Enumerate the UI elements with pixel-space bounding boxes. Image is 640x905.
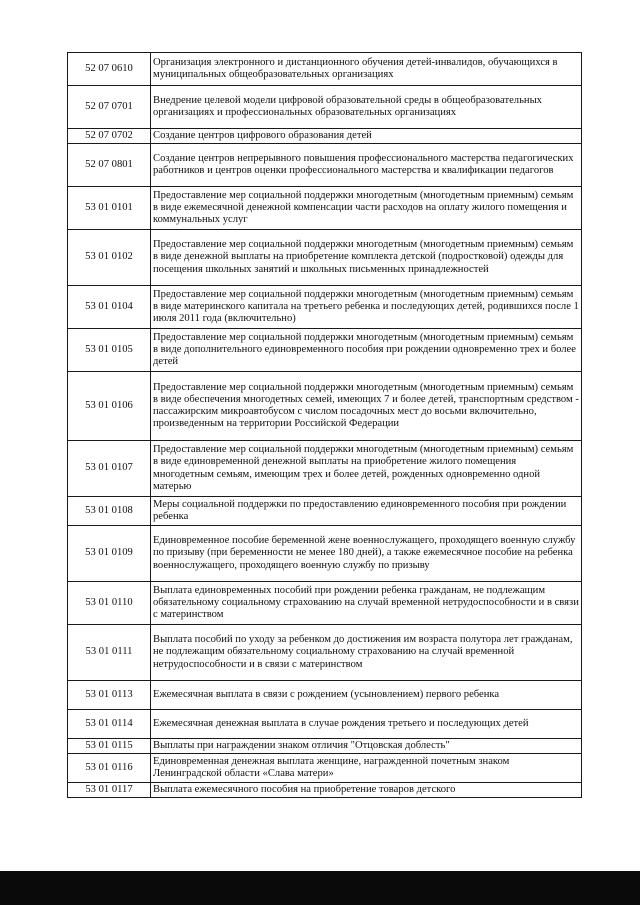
row-description: Ежемесячная денежная выплата в случае рождения третьего и последующих детей [151,710,582,739]
row-code: 53 01 0117 [68,783,151,798]
row-code: 53 01 0105 [68,329,151,372]
row-description: Создание центров непрерывного повышения профессионального мастерства педагогических работников и центров оценки профессионального мастерства и квалификации педагогов [151,144,582,187]
table-row [68,681,582,710]
row-description: Выплата единовременных пособий при рождении ребенка гражданам, не подлежащим обязательному социальному страхованию на случай временной нетрудоспособности и в связи с материнством [151,582,582,625]
table-row [68,372,582,441]
row-code: 53 01 0106 [68,372,151,441]
row-code: 53 01 0109 [68,526,151,582]
table-row [68,497,582,526]
table-row [68,86,582,129]
scan-border-bar [0,871,640,905]
row-code: 53 01 0116 [68,754,151,783]
row-description: Единовременное пособие беременной жене военнослужащего, проходящего военную службу по призыву (при беременности не менее 180 дней), а также ежемесячное пособие на ребенка военнослужащего, проходящего военную службу по призыву [151,526,582,582]
row-code: 52 07 0801 [68,144,151,187]
table-row [68,754,582,783]
table-row [68,230,582,286]
table-row [68,739,582,754]
row-code: 53 01 0114 [68,710,151,739]
table-row [68,286,582,329]
row-description: Организация электронного и дистанционного обучения детей-инвалидов, обучающихся в муниципальных общеобразовательных организациях [151,53,582,86]
row-code: 52 07 0702 [68,129,151,144]
row-code: 52 07 0701 [68,86,151,129]
budget-code-table [67,52,582,798]
row-description: Меры социальной поддержки по предоставлению единовременного пособия при рождении ребенка [151,497,582,526]
table-row [68,625,582,681]
row-description: Выплата пособий по уходу за ребенком до достижения им возраста полутора лет гражданам, не подлежащим обязательному социальному страхованию на случай временной нетрудоспособности и в связи с материнством [151,625,582,681]
row-description: Предоставление мер социальной поддержки многодетным (многодетным приемным) семьям в виде дополнительного единовременного пособия при рождении одновременно трех и более детей [151,329,582,372]
row-code: 52 07 0610 [68,53,151,86]
row-description: Предоставление мер социальной поддержки многодетным (многодетным приемным) семьям в виде ежемесячной денежной компенсации части расходов на оплату жилого помещения и коммунальных услуг [151,187,582,230]
row-description: Предоставление мер социальной поддержки многодетным (многодетным приемным) семьям в виде обеспечения многодетных семей, имеющих 7 и более детей, транспортным средством - пассажирским микроавтобусом с числом посадочных мест до восьми включительно, произведенным на территории Российской Федерации [151,372,582,441]
row-code: 53 01 0110 [68,582,151,625]
table-row [68,582,582,625]
row-description: Внедрение целевой модели цифровой образовательной среды в общеобразовательных организациях и профессиональных образовательных организациях [151,86,582,129]
table-row [68,710,582,739]
table-row [68,187,582,230]
row-description: Создание центров цифрового образования детей [151,129,582,144]
table-row [68,329,582,372]
table-row [68,526,582,582]
row-description: Ежемесячная выплата в связи с рождением (усыновлением) первого ребенка [151,681,582,710]
table-row [68,144,582,187]
row-code: 53 01 0113 [68,681,151,710]
row-code: 53 01 0115 [68,739,151,754]
row-description: Выплата ежемесячного пособия на приобретение товаров детского [151,783,582,798]
table-row [68,129,582,144]
row-code: 53 01 0102 [68,230,151,286]
table-body [68,53,582,798]
table-row [68,53,582,86]
row-code: 53 01 0108 [68,497,151,526]
table-row [68,783,582,798]
row-description: Единовременная денежная выплата женщине, награжденной почетным знаком Ленинградской области «Слава матери» [151,754,582,783]
row-code: 53 01 0107 [68,441,151,497]
row-code: 53 01 0101 [68,187,151,230]
row-description: Предоставление мер социальной поддержки многодетным (многодетным приемным) семьям в виде единовременной денежной выплаты на приобретение жилого помещения многодетным семьям, имеющим трех и более детей, рожденных одновременно одной матерью [151,441,582,497]
row-description: Выплаты при награждении знаком отличия "Отцовская доблесть" [151,739,582,754]
row-code: 53 01 0111 [68,625,151,681]
row-code: 53 01 0104 [68,286,151,329]
row-description: Предоставление мер социальной поддержки многодетным (многодетным приемным) семьям в виде денежной выплаты на приобретение комплекта детской (подростковой) одежды для посещения школьных занятий и школьных письменных принадлежностей [151,230,582,286]
table-row [68,441,582,497]
row-description: Предоставление мер социальной поддержки многодетным (многодетным приемным) семьям в виде материнского капитала на третьего ребенка и последующих детей, родившихся после 1 июля 2011 года (включительно) [151,286,582,329]
